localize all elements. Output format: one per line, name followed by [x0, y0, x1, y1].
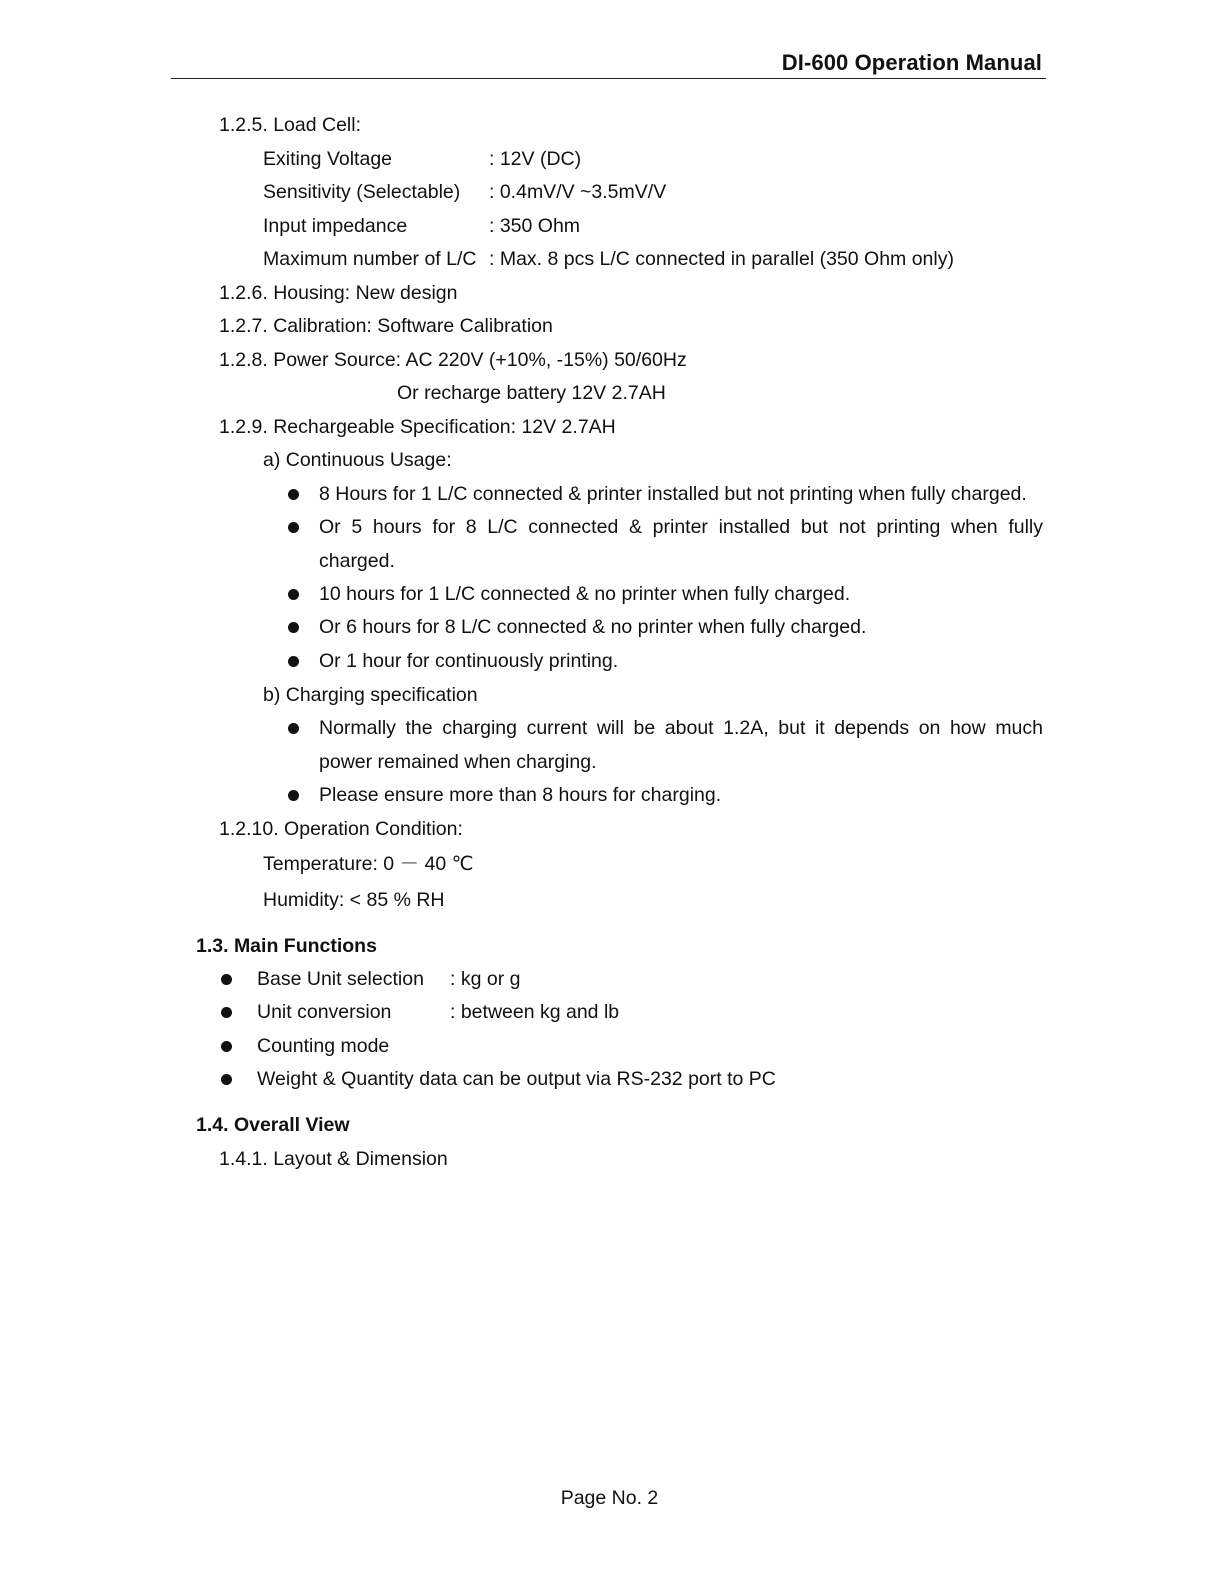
- function-value: : between kg and lb: [450, 1001, 620, 1023]
- spec-label: Maximum number of L/C: [263, 248, 477, 270]
- temperature-line: Temperature: 0 － 40 ℃: [263, 853, 474, 875]
- layout-dimension-subheading: 1.4.1. Layout & Dimension: [219, 1148, 448, 1170]
- spec-label: Input impedance: [263, 215, 408, 237]
- list-item: 10 hours for 1 L/C connected & no printer when fully charged.: [319, 583, 851, 605]
- housing-line: 1.2.6. Housing: New design: [219, 282, 458, 304]
- page-number: Page No. 2: [560, 1487, 659, 1509]
- bullet-icon: [288, 489, 299, 500]
- bullet-icon: [221, 974, 232, 985]
- list-item: Normally the charging current will be about 1.2A, but it depends on how much: [319, 717, 1043, 739]
- spec-value: : 0.4mV/V ~3.5mV/V: [489, 181, 667, 203]
- charging-spec-label: b) Charging specification: [263, 684, 478, 706]
- function-label: Counting mode: [257, 1035, 390, 1057]
- function-label: Base Unit selection: [257, 968, 424, 990]
- rechargeable-heading: 1.2.9. Rechargeable Specification: 12V 2.7AH: [219, 416, 616, 438]
- list-item-continuation: charged.: [319, 550, 395, 572]
- calibration-line: 1.2.7. Calibration: Software Calibration: [219, 315, 553, 337]
- header-divider: [171, 78, 1046, 79]
- continuous-usage-label: a) Continuous Usage:: [263, 449, 452, 471]
- spec-value: : 12V (DC): [489, 148, 582, 170]
- power-source-line: 1.2.8. Power Source: AC 220V (+10%, -15%) 50/60Hz: [219, 349, 687, 371]
- function-label: Weight & Quantity data can be output via RS-232 port to PC: [257, 1068, 776, 1090]
- function-value: : kg or g: [450, 968, 521, 990]
- main-functions-heading: 1.3. Main Functions: [196, 935, 377, 957]
- list-item: Or 5 hours for 8 L/C connected & printer installed but not printing when fully: [319, 516, 1043, 538]
- list-item: Or 1 hour for continuously printing.: [319, 650, 619, 672]
- spec-value: : Max. 8 pcs L/C connected in parallel (350 Ohm only): [489, 248, 954, 270]
- humidity-line: Humidity: < 85 % RH: [263, 889, 445, 911]
- list-item-continuation: power remained when charging.: [319, 751, 597, 773]
- bullet-icon: [221, 1074, 232, 1085]
- bullet-icon: [288, 522, 299, 533]
- bullet-icon: [221, 1041, 232, 1052]
- list-item: Or 6 hours for 8 L/C connected & no printer when fully charged.: [319, 616, 867, 638]
- spec-label: Sensitivity (Selectable): [263, 181, 461, 203]
- function-label: Unit conversion: [257, 1001, 392, 1023]
- load-cell-heading: 1.2.5. Load Cell:: [219, 114, 362, 136]
- bullet-icon: [221, 1007, 232, 1018]
- document-title: DI-600 Operation Manual: [781, 50, 1042, 75]
- spec-value: : 350 Ohm: [489, 215, 581, 237]
- bullet-icon: [288, 723, 299, 734]
- operation-condition-heading: 1.2.10. Operation Condition:: [219, 818, 463, 840]
- overall-view-heading: 1.4. Overall View: [196, 1114, 350, 1136]
- list-item: 8 Hours for 1 L/C connected & printer installed but not printing when fully charged.: [319, 483, 1027, 505]
- list-item: Please ensure more than 8 hours for charging.: [319, 784, 722, 806]
- bullet-icon: [288, 589, 299, 600]
- spec-label: Exiting Voltage: [263, 148, 393, 170]
- bullet-icon: [288, 656, 299, 667]
- bullet-icon: [288, 790, 299, 801]
- power-source-alt: Or recharge battery 12V 2.7AH: [397, 382, 666, 404]
- bullet-icon: [288, 622, 299, 633]
